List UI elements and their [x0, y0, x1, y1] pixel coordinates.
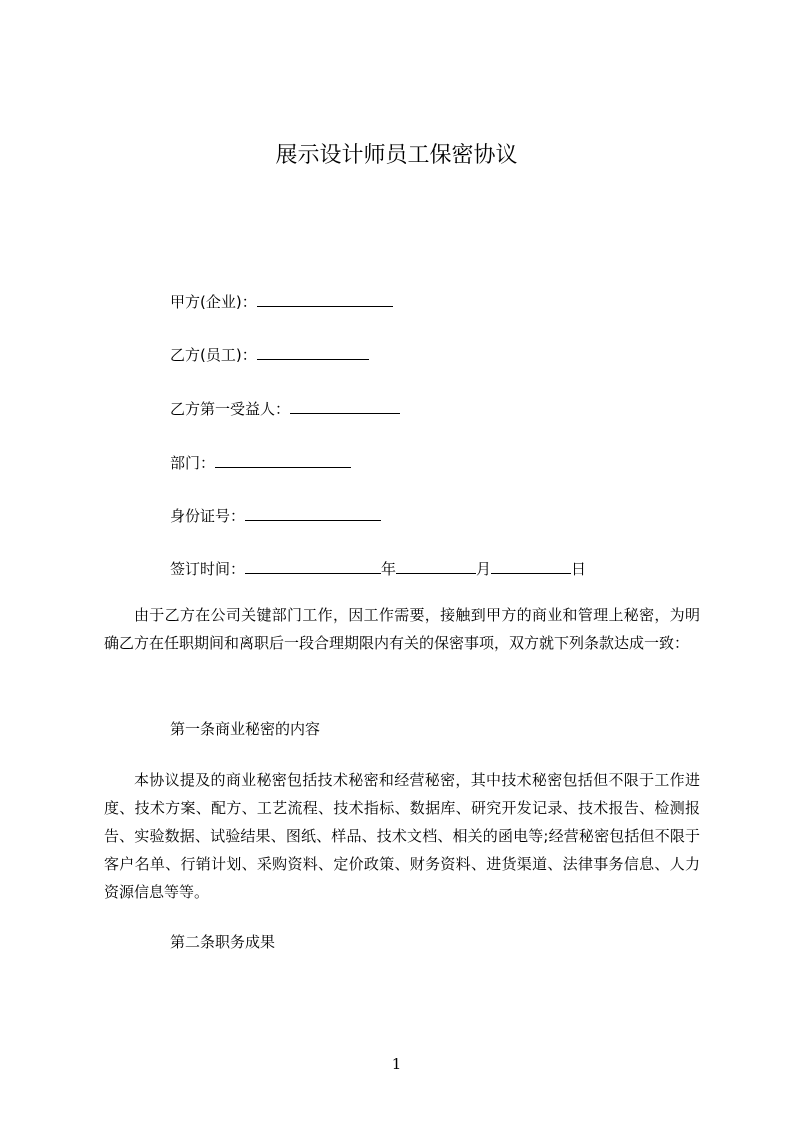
month-label: 月 [476, 560, 492, 578]
year-blank [245, 557, 381, 574]
beneficiary-blank [290, 397, 400, 414]
document-title: 展示设计师员工保密协议 [275, 143, 518, 168]
department-blank [215, 451, 351, 468]
year-label: 年 [381, 560, 397, 578]
party-b-label: 乙方(员工)： [170, 346, 257, 364]
page-number: 1 [391, 1055, 402, 1073]
party-a-field [170, 290, 393, 313]
party-b-blank [257, 343, 369, 360]
beneficiary-label: 乙方第一受益人： [170, 400, 291, 418]
id-number-field [170, 504, 381, 527]
article-2-heading: 第二条职务成果 [170, 933, 276, 951]
party-a-label: 甲方(企业)： [170, 293, 257, 311]
signing-time-label: 签订时间： [170, 560, 246, 578]
day-label: 日 [571, 560, 587, 578]
department-field [170, 451, 351, 474]
id-number-label: 身份证号： [170, 507, 246, 525]
party-b-field [170, 343, 369, 366]
day-blank [491, 557, 571, 574]
article-1-body: 本协议提及的商业秘密包括技术秘密和经营秘密，其中技术秘密包括但不限于工作进度、技术方案、配方、工艺流程、技术指标、数据库、研究开发记录、技术报告、检测报告、实验数据、试验结果、图纸、样品、技术文档、相关的函电等;经营秘密包括但不限于客户名单、行销计划、采购资料、定价政策、财务资料、进货渠道、法律事务信息、人力资源信息等等。 [104, 771, 700, 901]
id-number-blank [245, 504, 381, 521]
department-label: 部门： [170, 454, 216, 472]
article-1-heading: 第一条商业秘密的内容 [170, 720, 321, 738]
beneficiary-field [170, 397, 400, 420]
month-blank [396, 557, 476, 574]
party-a-blank [257, 290, 393, 307]
signing-time-field [170, 557, 586, 580]
intro-paragraph: 由于乙方在公司关键部门工作，因工作需要，接触到甲方的商业和管理上秘密，为明确乙方在任职期间和离职后一段合理期限内有关的保密事项，双方就下列条款达成一致： [104, 606, 700, 652]
